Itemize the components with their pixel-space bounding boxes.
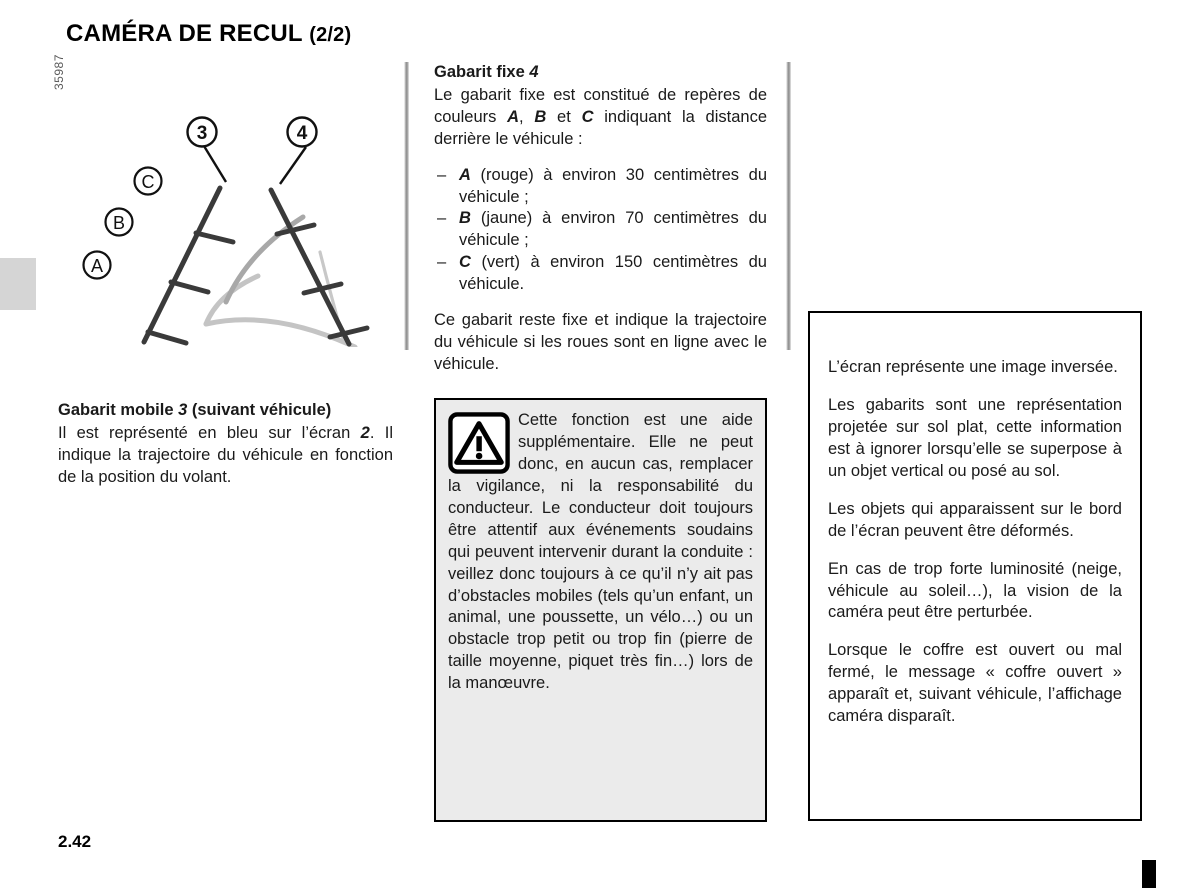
note-callout-box [808,311,1142,821]
list-item [434,252,767,296]
page-number: 2.42 [58,832,92,851]
column-divider-2 [786,62,791,350]
left-paragraph-ref: 2 [360,423,370,442]
left-paragraph-pre: Il est représenté en bleu sur l’écran [58,423,361,442]
chapter-edge-tab [0,258,36,310]
list-item [434,208,767,252]
bullet-text: (rouge) à environ 30 centimètres du véhicule ; [459,165,767,206]
warning-triangle-icon [448,412,510,474]
fixed-guide-left-rung-b [171,282,208,292]
middle-intro-marker-c: C [581,107,594,126]
column-divider-1 [404,62,409,350]
zone-label-a [84,252,111,279]
bullet-text: (vert) à environ 150 centimètres du véhicule. [459,253,767,294]
fixed-guide-right-rung-3 [330,328,367,337]
corner-tab-marker [1142,860,1156,888]
figure-illustration [52,54,398,347]
bullet-text: (jaune) à environ 70 centimètres du véhicule ; [459,209,767,250]
middle-closing-paragraph: Ce gabarit reste fixe et indique la trajectoire du véhicule si les roues sont en ligne avec le véhicule. [434,311,767,374]
left-heading-number: 3 [178,401,188,419]
middle-intro-a: Le gabarit fixe est constitué de repères de couleurs [434,85,767,126]
middle-intro-marker-a: A [507,107,520,126]
left-section-heading [58,400,393,422]
middle-intro-c: et [546,107,582,126]
warning-callout-box [434,398,767,822]
warning-text: Cette fonction est une aide supplémentaire. Elle ne peut donc, en aucun cas, remplacer la vigilance, ni la responsabilité du conducteur. Le conducteur doit toujours être attentif aux événements soudains qui peuvent intervenir durant la conduite : veillez donc toujours à ce qu’il n’y ait pas d’obstacles mobiles (tels qu’un enfant, un animal, une poussette, un vélo…) ou un obstacle trop petit ou trop fin (pierre de taille moyenne, piquet très fin…) lors de la manœuvre. [448,411,753,693]
middle-intro-b: , [519,107,535,126]
page-title-part: (2/2) [309,24,352,46]
mobile-guide-curve-lower-left [206,276,258,324]
zone-label-c [135,168,162,195]
left-heading-suffix: (suivant véhicule) [187,401,332,419]
middle-intro-marker-b: B [534,107,547,126]
callout-3-leader [204,146,226,182]
page-title [66,20,351,48]
middle-heading-number: 4 [529,63,539,81]
note-paragraph: Les objets qui apparaissent sur le bord de l’écran peuvent être déformés. [828,499,1122,540]
fixed-guide-left-rung-a [148,332,186,343]
middle-section-heading [434,62,767,84]
figure-id-number: 35987 [52,54,66,90]
left-column [58,400,393,503]
mobile-guide-curve-bottom [206,320,355,347]
callout-4 [288,118,317,147]
middle-column [434,62,767,390]
parking-guideline-diagram [58,62,398,347]
left-paragraph-post: . Il indique la trajectoire du véhicule en fonction de la position du volant. [58,423,394,486]
middle-intro-paragraph [434,85,767,151]
callout-4-leader [280,147,306,184]
svg-text:A: A [90,256,104,276]
svg-text:3: 3 [196,123,208,144]
note-paragraph: L’écran représente une image inversée. [828,358,1118,376]
svg-text:4: 4 [296,123,308,144]
note-paragraph: Lorsque le coffre est ouvert ou mal fermé, le message « coffre ouvert » apparaît et, suivant véhicule, l’affichage caméra disparaît. [828,641,1122,726]
svg-text:B: B [112,213,126,233]
bullet-marker: B [459,209,471,228]
middle-heading-prefix: Gabarit fixe [434,63,530,81]
bullet-marker: C [459,253,471,272]
bullet-marker: A [459,165,471,184]
fixed-guide-left-rung-c [196,233,233,242]
svg-text:C: C [141,172,155,192]
note-paragraph: Les gabarits sont une représentation projetée sur sol plat, cette information est à ignorer lorsqu’elle se superpose à un objet vertical ou posé au sol. [828,395,1122,480]
left-paragraph [58,423,393,489]
middle-intro-d: indiquant la distance derrière le véhicule : [434,107,768,148]
callout-3 [188,118,217,147]
distance-marker-list [434,165,767,297]
page-title-main: CAMÉRA DE RECUL [66,20,303,47]
zone-label-b [106,209,133,236]
left-heading-prefix: Gabarit mobile [58,401,179,419]
note-paragraph: En cas de trop forte luminosité (neige, véhicule au soleil…), la vision de la caméra peut être perturbée. [828,559,1122,622]
list-item [434,165,767,209]
